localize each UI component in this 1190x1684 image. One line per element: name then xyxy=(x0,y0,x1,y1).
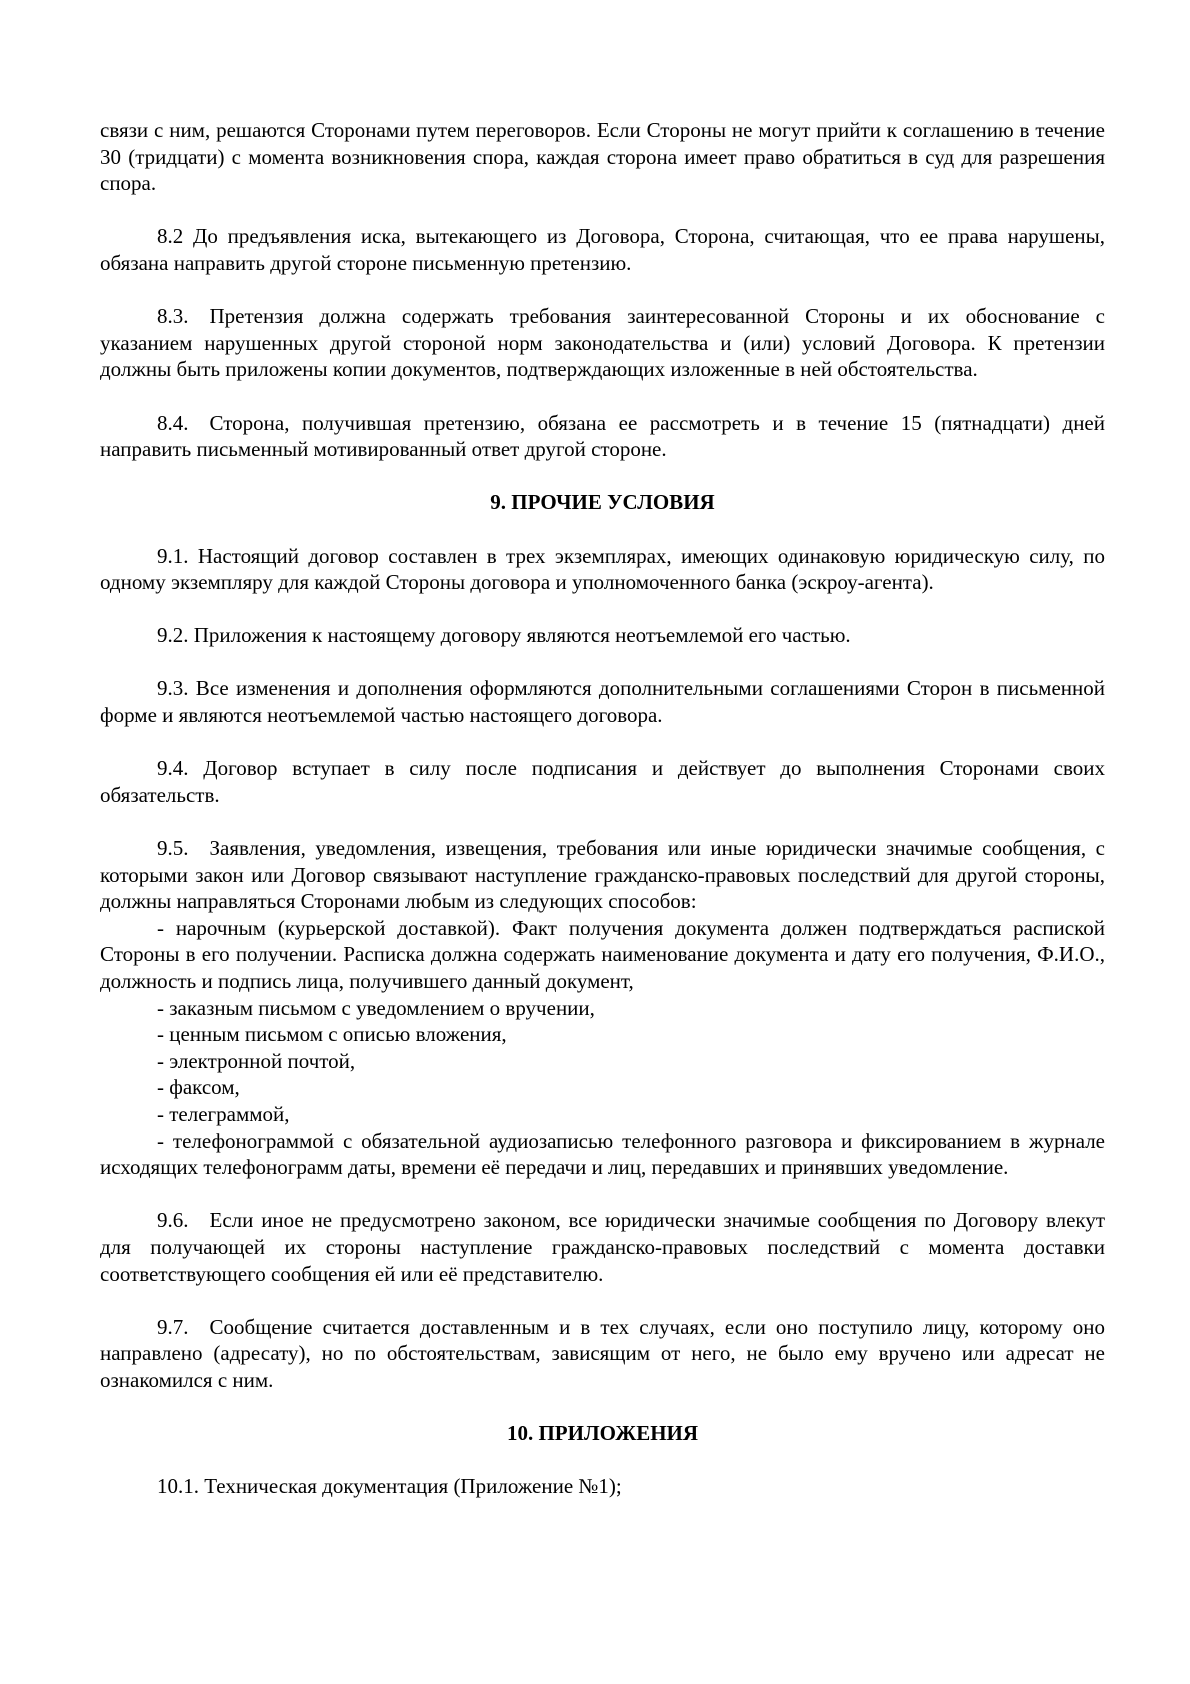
list-item-telegram: - телеграммой, xyxy=(157,1101,290,1126)
paragraph-9-6: 9.6. Если иное не предусмотрено законом, все юридически значимые сообщения по Договору влекут для получающей их стороны наступление гражданско-правовых последствий с момента доставки соответствующего сообщения ей или её представителю. xyxy=(100,1208,1105,1286)
paragraph-8-2: 8.2 До предъявления иска, вытекающего из Договора, Сторона, считающая, что ее права нарушены, обязана направить другой стороне письменную претензию. xyxy=(100,224,1105,275)
paragraph-9-2: 9.2. Приложения к настоящему договору являются неотъемлемой его частью. xyxy=(157,623,851,648)
paragraph-8-1-continuation: связи с ним, решаются Сторонами путем переговоров. Если Стороны не могут прийти к соглашению в течение 30 (тридцати) с момента возникновения спора, каждая сторона имеет право обратиться в суд для разрешения спора. xyxy=(100,118,1105,196)
paragraph-9-1: 9.1. Настоящий договор составлен в трех экземплярах, имеющих одинаковую юридическую силу, по одному экземпляру для каждой Стороны договора и уполномоченного банка (эскроу-агента). xyxy=(100,543,1105,595)
paragraph-9-4: 9.4. Договор вступает в силу после подписания и действует до выполнения Сторонами своих обязательств. xyxy=(100,756,1105,807)
list-item-valued-letter: - ценным письмом с описью вложения, xyxy=(157,1022,507,1047)
list-item-email: - электронной почтой, xyxy=(157,1048,356,1073)
paragraph-9-5: 9.5. Заявления, уведомления, извещения, требования или иные юридически значимые сообщения, с которыми закон или Договор связывают наступление гражданско-правовых последствий для другой стороны, должны направляться Сторонами любым из следующих способов: xyxy=(100,836,1105,914)
section-heading-10-attachments: 10. ПРИЛОЖЕНИЯ xyxy=(506,1421,699,1446)
paragraph-9-3: 9.3. Все изменения и дополнения оформляются дополнительными соглашениями Сторон в письменной форме и являются неотъемлемой частью настоящего договора. xyxy=(100,676,1105,728)
section-heading-9-other-terms: 9. ПРОЧИЕ УСЛОВИЯ xyxy=(490,490,715,515)
paragraph-8-3: 8.3. Претензия должна содержать требования заинтересованной Стороны и их обоснование с указанием нарушенных другой стороной норм законодательства и (или) условий Договора. К претензии должны быть приложены копии документов, подтверждающих изложенные в ней обстоятельства. xyxy=(100,304,1105,382)
list-item-telephonogram: - телефонограммой с обязательной аудиозаписью телефонного разговора и фиксированием в журнале исходящих телефонограмм даты, времени её передачи и лиц, передавших и принявших уведомление. xyxy=(100,1128,1105,1180)
paragraph-10-1: 10.1. Техническая документация (Приложение №1); xyxy=(157,1474,622,1499)
list-item-courier-delivery: - нарочным (курьерской доставкой). Факт получения документа должен подтверждаться распиской Стороны в его получении. Расписка должна содержать наименование документа и дату его получения, Ф.И.О., должность и подпись лица, получившего данный документ, xyxy=(100,915,1105,993)
list-item-fax: - факсом, xyxy=(157,1075,240,1100)
list-item-registered-letter: - заказным письмом с уведомлением о вручении, xyxy=(157,995,595,1020)
paragraph-8-4: 8.4. Сторона, получившая претензию, обязана ее рассмотреть и в течение 15 (пятнадцати) дней направить письменный мотивированный ответ другой стороне. xyxy=(100,410,1105,462)
paragraph-9-7: 9.7. Сообщение считается доставленным и в тех случаях, если оно поступило лицу, которому оно направлено (адресату), но по обстоятельствам, зависящим от него, не было ему вручено или адресат не ознакомился с ним. xyxy=(100,1314,1105,1392)
